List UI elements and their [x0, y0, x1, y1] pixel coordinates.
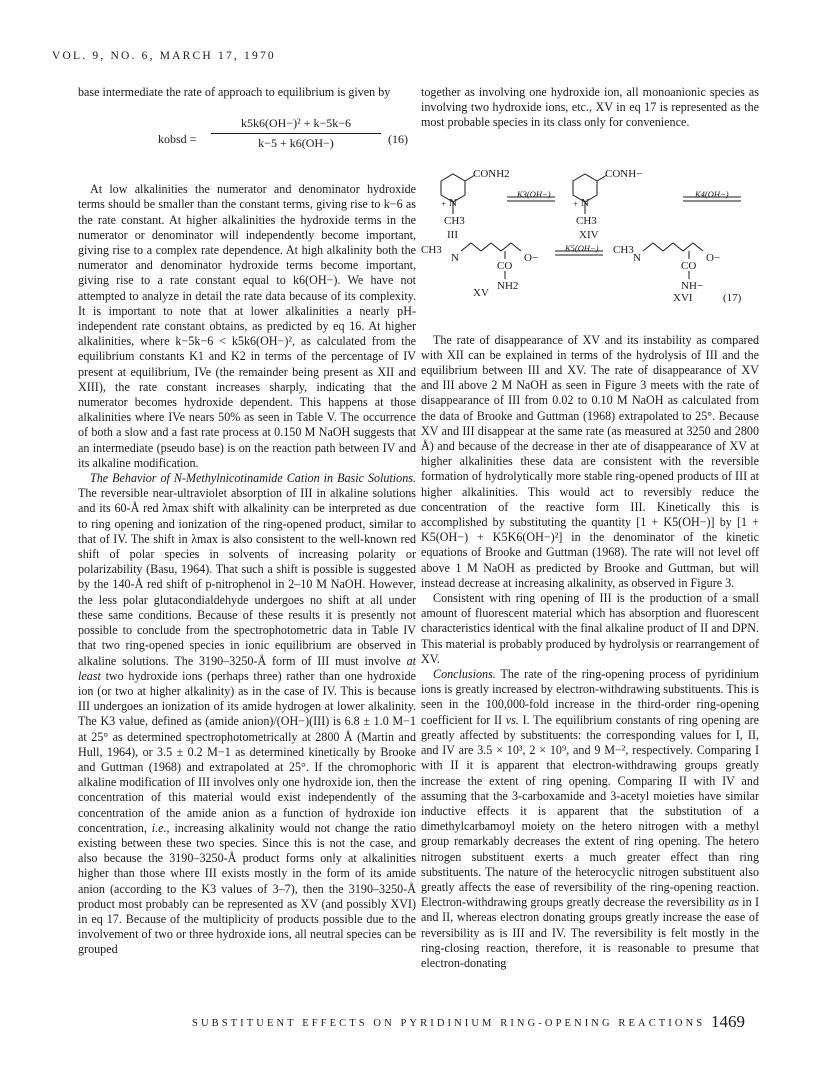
section-title: The Behavior of N-Methylnicotinamide Cation in Basic Solutions. [90, 471, 416, 486]
left-column [78, 85, 416, 958]
equation-numerator: k5k6(OH−)² + k−5k−6 [211, 116, 381, 134]
substituent-label: CH3 [613, 243, 634, 256]
equation-fraction [211, 116, 381, 151]
emphasis: i.e., [151, 820, 170, 835]
paragraph: together as involving one hydroxide ion, all monoanionic species as involving two hydroxide ions, etc., XV in eq 17 is represented as the most probable species in its class only for convenience. [421, 85, 759, 130]
paragraph [421, 667, 759, 971]
paragraph: At low alkalinities the numerator and denominator hydroxide terms should be smaller than the constant terms, giving rise to k−6 as the rate constant. At higher alkalinities the hydroxide terms in the numerator or denominator will independently become important, giving rise to a complex rate dependence. At high alkalinity both the numerator and denominator hydroxide terms become important, giving rise to a rate constant equal to k6(OH−). We have not attempted to analyze in detail the rate data because of its complexity. It is important to note that at lower alkalinities a nearly pH-independent rate constant obtains, as predicted by eq 16. At higher alkalinities, where k−5k−6 < k5k6(OH−)², as calculated from the equilibrium constants K1 and K2 in terms of the percentage of IV present at equilibrium, IVe (the remainder being present as XII and XIII), the rate constant increases sharply, indicating that the numerator becomes hydroxide dependent. This happens at those alkalinities where IVe nears 50% as seen in Table V. The occurrence of both a slow and a fast rate process at 0.150 M NaOH suggests that an intermediate (pseudo base) is on the reaction path between IV and its alkaline modification. [78, 182, 416, 470]
emphasis: as [728, 895, 739, 910]
compound-label-xv: XV [473, 286, 489, 299]
substituent-label: CONH2 [473, 167, 510, 180]
substituent-label: CONH− [605, 167, 643, 180]
paragraph: Consistent with ring opening of III is the production of a small amount of fluorescent material which has absorption and fluorescent characteristics identical with the final alkaline product of II and DPN. This material is probably produced by hydrolysis or rearrangement of XV. [421, 591, 759, 666]
atom-label: N [581, 196, 589, 209]
equation-16 [78, 110, 416, 170]
right-column [421, 85, 759, 971]
compound-label-iii: III [447, 228, 458, 241]
amine-label: NH2 [497, 279, 519, 292]
paragraph: The rate of disappearance of XV and its instability as compared with XII can be explained in terms of the hydrolysis of III and the equilibrium between III and XV. The rate of disappearance of XV and III above 2 M NaOH as seen in Figure 3 meets with the rate of disappearance of III from 0.02 to 0.10 M NaOH as calculated from the data of Brooke and Guttman (1968) extrapolated to 25°. Because XV and III disappear at the same rate (as measured at 3250 and 2800 Å) and because of the decrease in ther ate of disappearance of XV at higher alkalinities these data are consistent with the reversible formation of hydrolytically more stable ring-opened products of III at higher alkalinities. This would act to reversibly reduce the concentration of the reactive form III. Kinetically this is accomplished by substituting the quantity [1 + K5(OH−)] by [1 + K5(OH−) + K5K6(OH−)²] in the denominator of the kinetic equations of Brooke and Guttman (1968). The rate will not level off above 1 M NaOH as predicted by Brooke and Guttman, but will instead decrease at increasing alkalinity, as observed in Figure 3. [421, 332, 759, 590]
equation-number: (16) [388, 132, 408, 147]
equation-number: (17) [723, 291, 742, 304]
paragraph: base intermediate the rate of approach to equilibrium is given by [78, 85, 391, 99]
atom-label: N [633, 251, 641, 264]
oxygen-label: O− [524, 251, 539, 264]
paragraph [78, 471, 416, 958]
substituent-label: CH3 [444, 214, 465, 227]
paragraph-text: I. The equilibrium constants of ring opening are greatly affected by substituents: the corresponding values for I, II, and IV are 3.5 × 10³, 2 × 10⁹, and 9 M−², respectively. Comparing I with II it is apparent that electron-withdrawing groups greatly increase the extent of ring opening. Comparing II with IV and assuming that the 3-carboxamide and 3-acetyl moieties have similar inductive effects it is apparent that the substitution of a dimethylcarbamoyl moiety on the hetero nitrogen with a methyl group remarkably decreases the extent of ring opening. The hetero nitrogen substituent exerts a much greater effect than ring substituents. The nature of the heterocyclic nitrogen substituent also greatly affects the ease of reversibility of the ring-opening reaction. Electron-withdrawing groups greatly decrease the reversibility [421, 712, 759, 910]
charge-label: + [573, 198, 579, 209]
page-number: 1469 [711, 1012, 745, 1031]
section-title: Conclusions. [433, 667, 496, 682]
chain-xvi [643, 243, 703, 251]
rate-constant-label: K4(OH−) [695, 188, 729, 199]
running-footer-title: SUBSTITUENT EFFECTS ON PYRIDINIUM RING-OPENING REACTIONS [192, 1018, 706, 1029]
atom-label: N [449, 196, 457, 209]
emphasis: at least [78, 653, 416, 683]
oxygen-label: O− [706, 251, 721, 264]
equation-lhs: kobsd = [158, 132, 197, 147]
paragraph-text: in I and II, whereas electron donating groups greatly increase the ease of reversibility as is III and IV. The reversibility is felt mostly in the ring-closing reaction, therefore, it is reasonable to presume that electron-donating [421, 895, 759, 970]
substituent-label: CH3 [421, 243, 442, 256]
charge-label: + [441, 198, 447, 209]
chain-xv [461, 243, 521, 251]
rate-constant-label: K3(OH−) [517, 188, 551, 199]
atom-label: N [451, 251, 459, 264]
reaction-scheme-17 [421, 141, 759, 303]
paragraph-text: The rate of the ring-opening process of pyridinium ions is greatly increased by electron-withdrawing substituents. This is seen in the 100,000-fold increase in the third-order ring-opening coefficient for II [421, 667, 759, 727]
paragraph-text: two hydroxide ions (perhaps three) rather than one hydroxide ion (or two at higher alkalinity) as in the case of IV. This is because III undergoes an ionization of its amide hydrogen at lower alkalinity. The K3 value, defined as (amide anion)/(OH−)(III) is 6.8 ± 1.0 M−1 at 25° as determined spectrophotometrically at 2800 Å (Martin and Hull, 1964), or 3.5 ± 0.2 M−1 as determined kinetically by Brooke and Guttman (1968) and extrapolated at 25°. If the chromophoric alkaline modification of III involves only one hydroxide ion, then the concentration of this material would exist independently of the concentration of the amide anion as a function of hydroxide ion concentration, [78, 668, 416, 835]
compound-label-xiv: XIV [579, 228, 599, 241]
emphasis: vs. [505, 712, 519, 727]
rate-constant-label: K5(OH−) [565, 242, 599, 253]
carbonyl-label: CO [497, 259, 513, 272]
carbonyl-label: CO [681, 259, 697, 272]
running-head: VOL. 9, NO. 6, MARCH 17, 1970 [52, 50, 276, 62]
paragraph-text: increasing alkalinity would not change the ratio existing between these two species. Since this is not the case, and also because the 3190–3250-Å product forms only at alkalinities higher than those where III exists mostly in the form of its amide anion (according to the K3 values of 3–7), then the 3190–3250-Å product most probably can be represented as XV (and possibly XVI) in eq 17. Because of the multiplicity of products possible due to the involvement of two or three hydroxide ions, all neutral species can be grouped [78, 820, 416, 957]
substituent-label: CH3 [576, 214, 597, 227]
amine-label: NH− [681, 279, 704, 292]
equation-denominator: k−5 + k6(OH−) [258, 136, 334, 151]
paragraph-text: The reversible near-ultraviolet absorption of III in alkaline solutions and its 60-Å red λmax shift with alkalinity can be interpreted as due to ring opening and ionization of the ring-opened product, similar to that of IV. The shift in λmax is also consistent to the well-known red shift of polar species in solvents of increasing polarity or polarizability (Basu, 1964). That such a shift is possible is suggested by the 140-Å red shift of p-nitrophenol in 2–10 M NaOH. However, the less polar glutacondialdehyde undergoes no shift at all under these same conditions. Because of these results it is presently not possible to conclude from the spectrophotometric data in Table IV that two ring-opened species in ionic equilibrium are observed in alkaline solutions. The 3190–3250-Å form of III must involve [78, 486, 416, 668]
compound-label-xvi: XVI [673, 291, 693, 304]
